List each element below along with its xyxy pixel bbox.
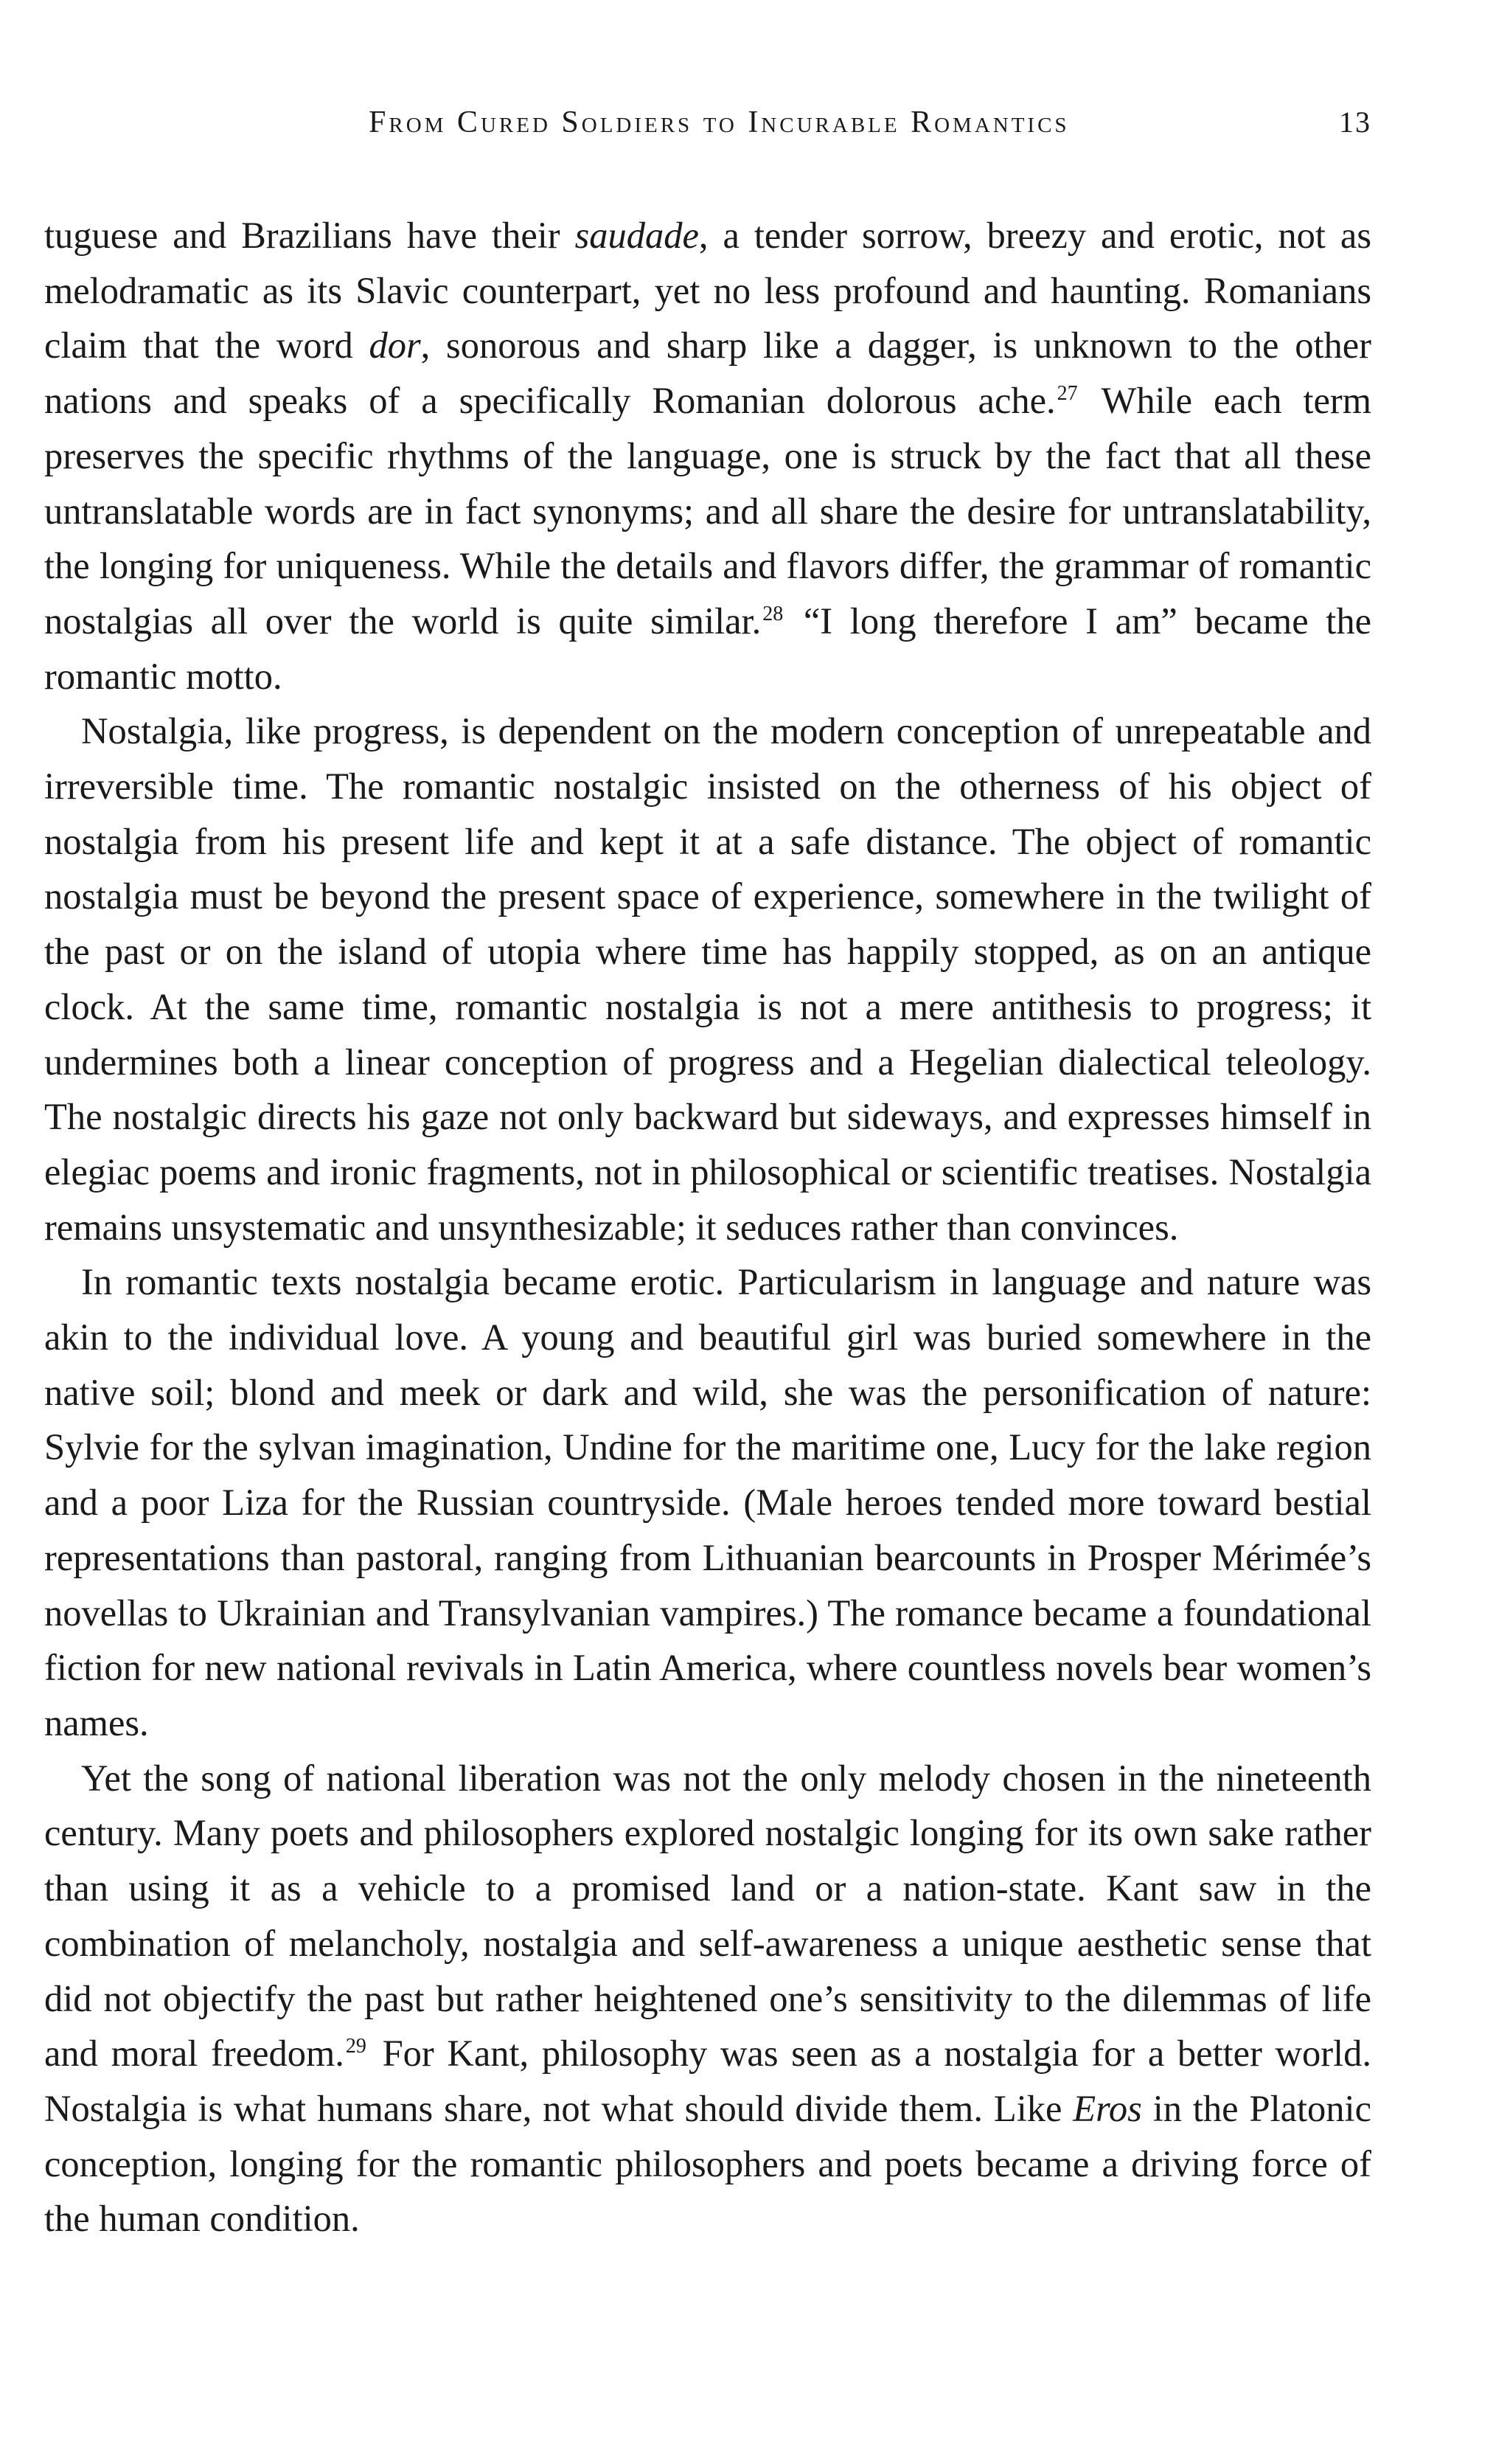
- footnote-ref: 27: [1057, 382, 1078, 406]
- text-run: in the Platonic conception, longing for the romantic philosophers and poets became a driving force of the human condition.: [44, 2087, 1372, 2240]
- text-run: “I long therefore I am” became the romantic motto.: [44, 600, 1371, 697]
- paragraph: [44, 208, 1371, 704]
- paragraph: [44, 1254, 1371, 1750]
- text-run: , a tender sorrow, breezy and erotic, not as melodramatic as its Slavic counterpart, yet no less profound and haunting. Romanians claim that the word: [44, 215, 1371, 367]
- italic-term: dor: [369, 325, 421, 367]
- footnote-ref: 29: [345, 2035, 366, 2058]
- text-run: , sonorous and sharp like a dagger, is unknown to the other nations and speaks of a specifically Romanian dolorous ache.: [44, 325, 1371, 422]
- running-title: From Cured Soldiers to Incurable Romantics: [369, 105, 1070, 139]
- body-text: [44, 208, 1371, 2246]
- paragraph: [44, 1751, 1371, 2246]
- text-run: Yet the song of national liberation was not the only melody chosen in the nineteenth century. Many poets and philosophers explored nostalgic longing for its own sake rather than using it as a vehicle to a promised land or a nation-state. Kant saw in the combination of melancholy, nostalgia and self-awareness a unique aesthetic sense that did not objectify the past but rather heightened one’s sensitivity to the dilemmas of life and moral freedom.: [44, 1757, 1371, 2075]
- text-run: For Kant, philosophy was seen as a nostalgia for a better world. Nostalgia is what humans share, not what should divide them. Like: [44, 2033, 1371, 2129]
- page-number: 13: [1339, 105, 1371, 139]
- italic-term: Eros: [1073, 2087, 1142, 2129]
- footnote-ref: 28: [762, 603, 784, 626]
- text-run: While each term preserves the specific rhythms of the language, one is struck by the fact that all these untranslatable words are in fact synonyms; and all share the desire for untranslatability, the longing for uniqueness. While the details and flavors differ, the grammar of romantic nostalgias all over the world is quite similar.: [44, 380, 1371, 642]
- text-run: In romantic texts nostalgia became erotic. Particularism in language and nature was akin to the individual love. A young and beautiful girl was buried somewhere in the native soil; blond and meek or dark and wild, she was the personification of nature: Sylvie for the sylvan imagination, Undine for the maritime one, Lucy for the lake region and a poor Liza for the Russian countryside. (Male heroes tended more toward bestial representations than pastoral, ranging from Lithuanian bearcounts in Prosper Mérimée’s novellas to Ukrainian and Transylvanian vampires.) The romance became a foundational fiction for new national revivals in Latin America, where countless novels bear women’s names.: [44, 1261, 1371, 1743]
- running-header: [44, 105, 1371, 149]
- paragraph: [44, 704, 1371, 1254]
- text-run: tuguese and Brazilians have their: [44, 215, 575, 256]
- text-run: Nostalgia, like progress, is dependent on the modern conception of unrepeatable and irreversible time. The romantic nostalgic insisted on the otherness of his object of nostalgia from his present life and kept it at a safe distance. The object of romantic nostalgia must be beyond the present space of experience, somewhere in the twilight of the past or on the island of utopia where time has happily stopped, as on an antique clock. At the same time, romantic nostalgia is not a mere antithesis to progress; it undermines both a linear conception of progress and a Hegelian dialectical teleology. The nostalgic directs his gaze not only backward but sideways, and expresses himself in elegiac poems and ironic fragments, not in philosophical or scientific treatises. Nostalgia remains unsystematic and unsynthesizable; it seduces rather than convinces.: [44, 710, 1371, 1248]
- italic-term: saudade: [574, 215, 699, 256]
